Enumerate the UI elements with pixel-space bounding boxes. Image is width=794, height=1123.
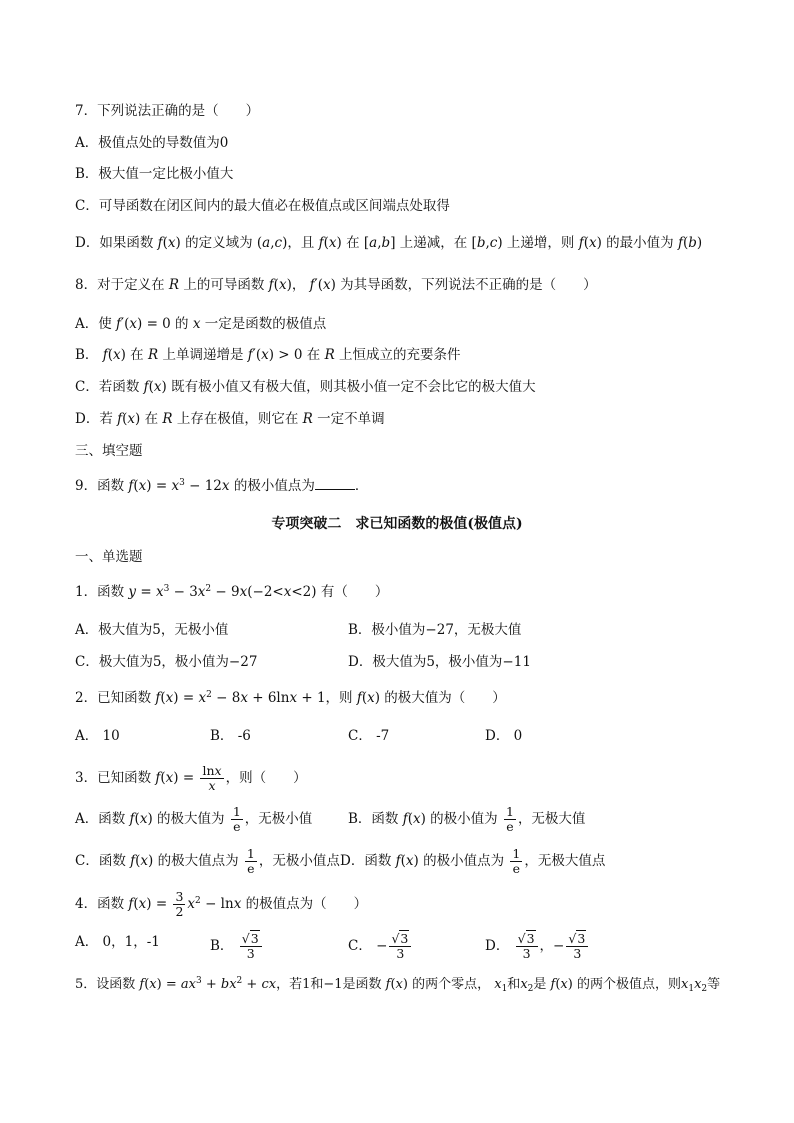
q8-option-c: C．若函数 f(x) 既有极小值又有极大值，则其极小值一定不会比它的极大值大: [75, 379, 536, 395]
p2-option-d: D． 0: [485, 728, 523, 744]
q8-option-a: A．使 f′(x) = 0 的 x 一定是函数的极值点: [75, 316, 327, 332]
q9: 9．函数 $f(x) = x^3 - 12x$ 的极小值点为 ．: [75, 478, 369, 494]
p2-option-c: C． -7: [348, 728, 390, 744]
q8-stem: 8．对于定义在 R 上的可导函数 f(x)， f′(x) 为其导函数，下列说法不正确的是（ ）: [75, 277, 597, 293]
q7-stem: 7．下列说法正确的是（ ）: [75, 103, 260, 119]
p3-option-c: C．函数 f(x) 的极大值点为 $\frac{1}{e}$ ，无极小值点: [75, 846, 340, 876]
p3-option-b: B．函数 f(x) 的极小值为 $\frac{1}{e}$ ，无极大值: [348, 804, 586, 834]
q7-option-b: B．极大值一定比极小值大: [75, 166, 234, 182]
p4-option-d: D． $\frac{√3}{3}$ ，− $\frac{√3}{3}$: [485, 932, 590, 961]
p1-option-c: C．极大值为5，极小值为−27: [75, 654, 258, 670]
section-heading-fill-blank: 三、填空题: [75, 443, 143, 459]
p5-stem: 5．设函数 $f(x) = ax^3 + bx^2$ + cx，若1和−1是函数 f(x) 的两个零点， $x_1$和$x_2$是 f(x) 的两个极值点，则$x_1x_2$等: [75, 976, 721, 994]
q8-option-d: D．若 f(x) 在 R 上存在极值，则它在 R 一定不单调: [75, 411, 385, 427]
p2-stem: 2．已知函数 $f(x) = x^2 - 8x + 6\ln x + 1$，则 f(x) 的极大值为（ ）: [75, 690, 506, 706]
special-topic-title: 专项突破二 求已知函数的极值(极值点): [271, 516, 523, 532]
q7-option-c: C．可导函数在闭区间内的最大值必在极值点或区间端点处取得: [75, 198, 450, 214]
p1-option-b: B．极小值为−27，无极大值: [348, 622, 522, 638]
p3-option-d: D．函数 f(x) 的极小值点为 $\frac{1}{e}$ ，无极大值点: [340, 846, 606, 876]
q7-option-a: A．极值点处的导数值为0: [75, 135, 229, 151]
p1-stem: 1．函数 $y = x^3 - 3x^2 - 9x(-2<x<2)$ 有（ ）: [75, 584, 389, 600]
p2-option-a: A． 10: [75, 728, 120, 744]
section-heading-single-choice: 一、单选题: [75, 549, 143, 565]
p2-option-b: B． -6: [210, 728, 251, 744]
p4-option-c: C． − $\frac{√3}{3}$: [348, 932, 413, 961]
p4-option-b: B． $\frac{√3}{3}$: [210, 932, 264, 961]
q8-option-b: B． f(x) 在 R 上单调递增是 f′(x) > 0 在 R 上恒成立的充要条件: [75, 347, 461, 363]
p1-option-a: A．极大值为5，无极小值: [75, 622, 229, 638]
p3-option-a: A．函数 f(x) 的极大值为 $\frac{1}{e}$ ，无极小值: [75, 804, 313, 834]
p3-stem: 3．已知函数 f(x) = $\frac{\ln x}{x}$ ，则（ ）: [75, 763, 307, 793]
p4-option-a: A． 0，1，-1: [75, 934, 160, 950]
p4-stem: 4．函数 f(x) = $\frac{3}{2}$ $x^2 - \ln x$ 的极值点为（ ）: [75, 889, 368, 919]
p1-option-d: D．极大值为5，极小值为−11: [348, 654, 531, 670]
q7-option-d: D．如果函数 f(x) 的定义域为 (a,c)，且 f(x) 在 [a,b] 上递减，在 [b,c) 上递增，则 f(x) 的最小值为 f(b): [75, 235, 703, 251]
